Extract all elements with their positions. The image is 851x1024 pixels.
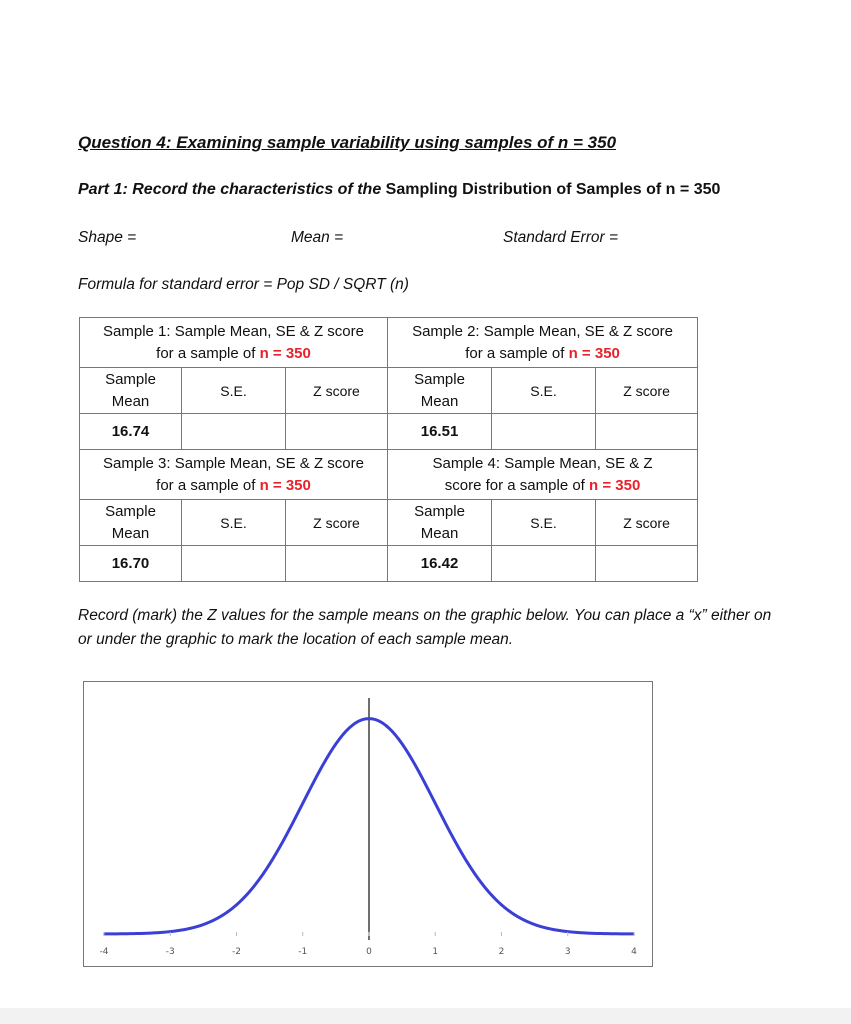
x-tick-label: 2 xyxy=(498,947,505,957)
sample-3-mean-header: Sample Mean xyxy=(80,500,182,546)
curve-point xyxy=(203,924,205,926)
curve-point xyxy=(335,743,337,745)
mean-field: Mean = xyxy=(291,229,344,246)
sample-2-mean-value: 16.51 xyxy=(388,414,492,450)
sample-4-z-cell[interactable] xyxy=(596,546,698,582)
sample-2-n: n = 350 xyxy=(568,344,620,362)
sample-1-mean-header: Sample Mean xyxy=(80,368,182,414)
sample-3-z-header: Z score xyxy=(286,500,388,546)
sample-3-se-cell[interactable] xyxy=(182,546,286,582)
sample-4-se-header: S.E. xyxy=(492,500,596,546)
sample-1-se-header: S.E. xyxy=(182,368,286,414)
sample-4-n: n = 350 xyxy=(589,476,641,494)
curve-point xyxy=(269,863,271,865)
normal-curve-svg xyxy=(84,682,654,968)
sample-1-z-cell[interactable] xyxy=(286,414,388,450)
sample-2-se-cell[interactable] xyxy=(492,414,596,450)
x-tick-label: 1 xyxy=(432,947,439,957)
sample-1-mean-value: 16.74 xyxy=(80,414,182,450)
curve-point xyxy=(302,803,304,805)
bottom-scroll-area xyxy=(0,1008,851,1024)
sample-2-heading: Sample 2: Sample Mean, SE & Z score for a sample of n = 350 xyxy=(388,318,698,368)
sample-1-heading: Sample 1: Sample Mean, SE & Z score for a sample of n = 350 xyxy=(80,318,388,368)
sample-1-z-header: Z score xyxy=(286,368,388,414)
part1-rest: Sampling Distribution of Samples of n = 350 xyxy=(381,181,721,198)
x-tick-label: -3 xyxy=(165,947,175,957)
curve-point xyxy=(136,933,138,935)
x-tick-label: -1 xyxy=(298,947,308,957)
sample-4-z-header: Z score xyxy=(596,500,698,546)
sample-2-z-cell[interactable] xyxy=(596,414,698,450)
x-tick-label: -2 xyxy=(232,947,241,957)
sample-2-z-header: Z score xyxy=(596,368,698,414)
question-title: Question 4: Examining sample variability using samples of n = 350 xyxy=(78,133,617,152)
sample-3-n: n = 350 xyxy=(259,476,311,494)
sample-2-mean-header: Sample Mean xyxy=(388,368,492,414)
x-tick-label: 3 xyxy=(564,947,571,957)
sample-1-n: n = 350 xyxy=(259,344,311,362)
sample-1-se-cell[interactable] xyxy=(182,414,286,450)
curve-point xyxy=(236,904,238,906)
sample-4-se-cell[interactable] xyxy=(492,546,596,582)
sample-4-mean-header: Sample Mean xyxy=(388,500,492,546)
x-tick-label: -4 xyxy=(99,947,109,957)
sample-3-se-header: S.E. xyxy=(182,500,286,546)
standard-error-field: Standard Error = xyxy=(503,229,619,246)
curve-point xyxy=(534,924,536,926)
curve-point xyxy=(401,743,403,745)
curve-point xyxy=(468,863,470,865)
curve-point xyxy=(600,933,602,935)
tick-layer xyxy=(100,932,638,957)
normal-curve-graph[interactable] xyxy=(83,681,653,967)
curve-point xyxy=(368,718,370,720)
curve-layer xyxy=(103,698,635,940)
formula-text: Formula for standard error = Pop SD / SQRT (n) xyxy=(78,276,409,293)
x-tick-label: 0 xyxy=(366,947,372,957)
curve-point xyxy=(501,904,503,906)
shape-field: Shape = xyxy=(78,229,137,246)
curve-point xyxy=(434,803,436,805)
sample-2-se-header: S.E. xyxy=(492,368,596,414)
sample-3-mean-value: 16.70 xyxy=(80,546,182,582)
sample-4-mean-value: 16.42 xyxy=(388,546,492,582)
part1-label: Part 1: Record the characteristics of the xyxy=(78,181,382,198)
part1-heading xyxy=(78,181,720,199)
samples-table xyxy=(79,317,698,582)
sample-3-z-cell[interactable] xyxy=(286,546,388,582)
sample-4-heading: Sample 4: Sample Mean, SE & Z score for a sample of n = 350 xyxy=(388,450,698,500)
sample-3-heading: Sample 3: Sample Mean, SE & Z score for a sample of n = 350 xyxy=(80,450,388,500)
x-tick-label: 4 xyxy=(631,947,637,957)
instructions-text: Record (mark) the Z values for the sample means on the graphic below. You can place a “x” either on or under the graphic to mark the location of each sample mean. xyxy=(78,607,772,648)
